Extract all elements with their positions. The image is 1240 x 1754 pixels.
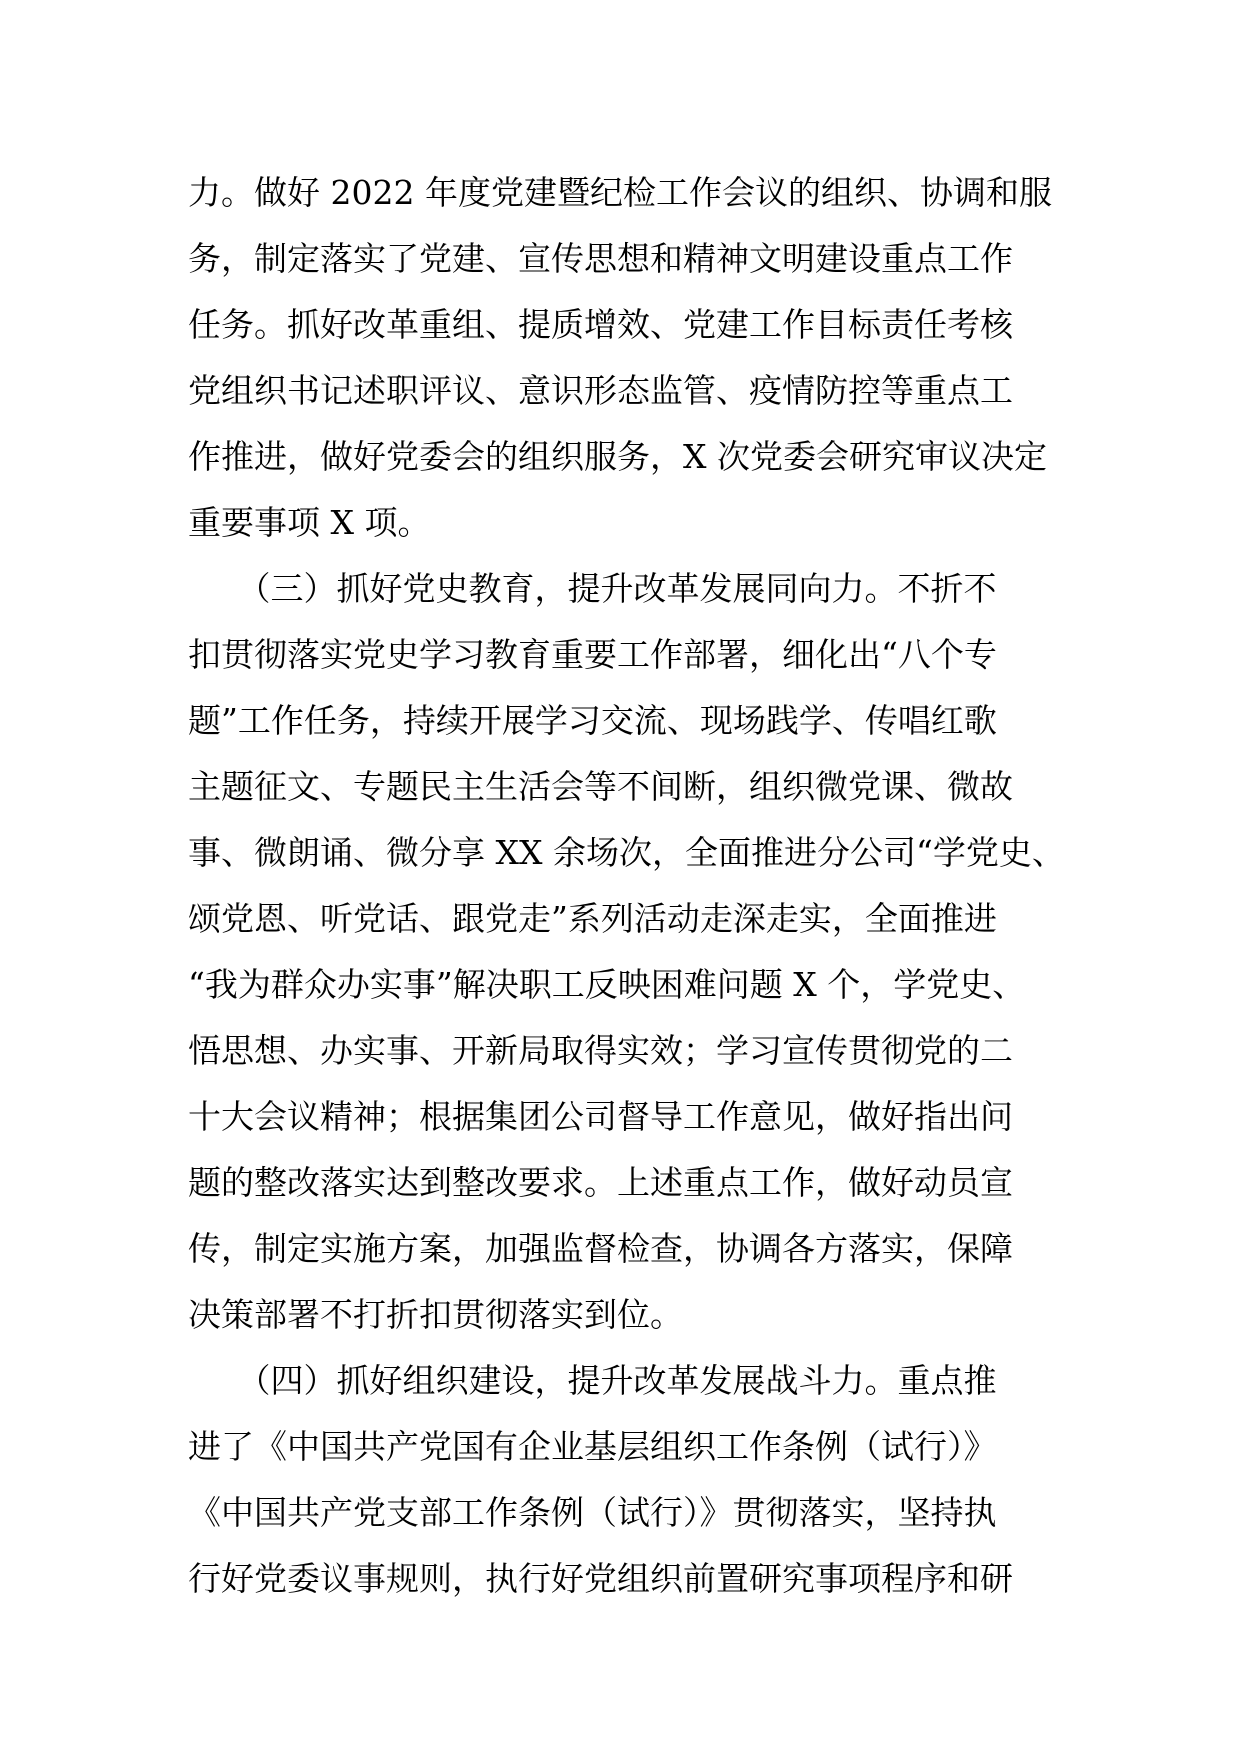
text-line: 传，制定实施方案，加强监督检查，协调各方落实，保障 <box>188 1229 1013 1268</box>
text-line: 务，制定落实了党建、宣传思想和精神文明建设重点工作 <box>188 239 1013 278</box>
text-line: 进了《中国共产党国有企业基层组织工作条例（试行）》 <box>188 1427 997 1466</box>
section-heading-line: （三）抓好党史教育，提升改革发展同向力。不折不 <box>188 569 997 608</box>
body-text <box>188 160 1068 1612</box>
text-line: 主题征文、专题民主生活会等不间断，组织微党课、微故 <box>188 767 1013 806</box>
text-line: 事、微朗诵、微分享 XX 余场次，全面推进分公司“学党史、 <box>188 833 1065 872</box>
text-line: 十大会议精神；根据集团公司督导工作意见，做好指出问 <box>188 1097 1013 1136</box>
section-heading-line: （四）抓好组织建设，提升改革发展战斗力。重点推 <box>188 1361 997 1400</box>
text-line: 决策部署不打折扣贯彻落实到位。 <box>188 1295 683 1334</box>
text-line: 扣贯彻落实党史学习教育重要工作部署，细化出“八个专 <box>188 635 997 674</box>
text-line: 任务。抓好改革重组、提质增效、党建工作目标责任考核 <box>188 305 1013 344</box>
text-line: 悟思想、办实事、开新局取得实效；学习宣传贯彻党的二 <box>188 1031 1013 1070</box>
text-line: 《中国共产党支部工作条例（试行）》贯彻落实，坚持执 <box>188 1493 997 1532</box>
text-line: 题的整改落实达到整改要求。上述重点工作，做好动员宣 <box>188 1163 1013 1202</box>
text-line: 题”工作任务，持续开展学习交流、现场践学、传唱红歌 <box>188 701 997 740</box>
text-line: 党组织书记述职评议、意识形态监管、疫情防控等重点工 <box>188 371 1013 410</box>
text-line: 颂党恩、听党话、跟党走”系列活动走深走实，全面推进 <box>188 899 997 938</box>
text-line: 力。做好 2022 年度党建暨纪检工作会议的组织、协调和服 <box>188 173 1052 212</box>
text-line: 作推进，做好党委会的组织服务，X 次党委会研究审议决定 <box>188 437 1047 476</box>
text-line: 重要事项 X 项。 <box>188 503 431 542</box>
text-line: 行好党委议事规则，执行好党组织前置研究事项程序和研 <box>188 1559 1013 1598</box>
text-line: “我为群众办实事”解决职工反映困难问题 X 个，学党史、 <box>188 965 1026 1004</box>
